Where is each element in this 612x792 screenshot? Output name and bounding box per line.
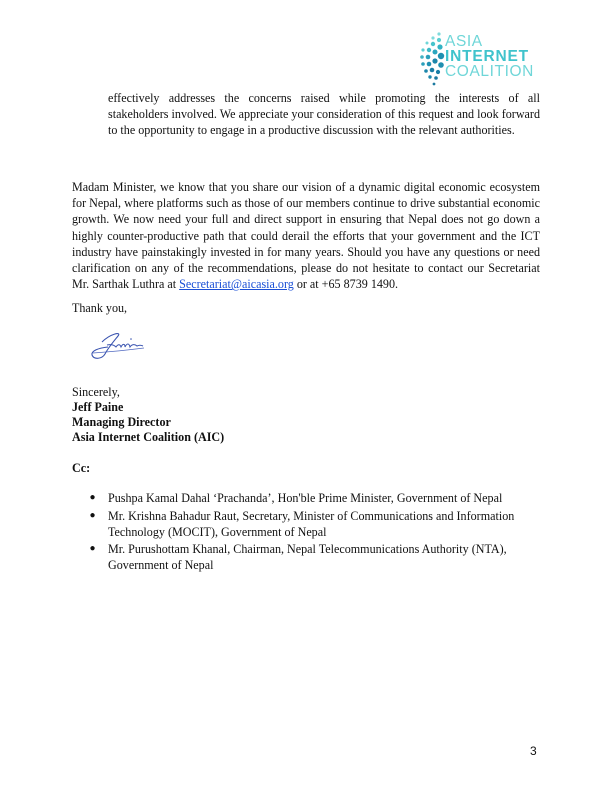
cc-recipient-text: Mr. Krishna Bahadur Raut, Secretary, Minister of Communications and Information Technology (MOCIT), Government of Nepal [108, 508, 515, 539]
appeal-text: Madam Minister, we know that you share our vision of a dynamic digital economic ecosystem for Nepal, where platforms such as those of our members continue to drive substantial economic growth. We now need your full and direct support in ensuring that Nepal does not go down a highly counter-productive path that could derail the efforts that your government and the ICT industry have painstakingly invested in for many years. Should you have any questions or need clarification on any of the recommendations, please do not hesitate to contact our Secretariat Mr. Sarthak Luthra at [72, 180, 540, 292]
cc-recipient-text: Pushpa Kamal Dahal ‘Prachanda’, Hon'ble Prime Minister, Government of Nepal [108, 491, 503, 505]
bullet-icon: ● [89, 543, 96, 554]
bullet-icon: ● [89, 492, 96, 503]
cc-recipient-item [90, 541, 530, 573]
closing-request-paragraph: effectively addresses the concerns raised while promoting the interests of all stakeholders involved. We appreciate your consideration of this request and look forward to the opportunity to engage in a productive discussion with the relevant authorities. [108, 91, 540, 138]
bullet-icon: ● [89, 509, 96, 521]
minister-appeal-paragraph [72, 179, 540, 292]
cc-recipient-item [90, 508, 530, 540]
signatory-title: Managing Director [72, 415, 171, 429]
phone-text: or at +65 8739 1490. [293, 277, 399, 292]
cc-recipient-item [90, 490, 530, 506]
thank-you-text: Thank you, [72, 301, 128, 315]
logo-line-coalition: COALITION [445, 63, 534, 80]
page-number: 3 [530, 744, 537, 758]
signatory-organization: Asia Internet Coalition (AIC) [72, 430, 225, 444]
logo-line-asia: ASIA [445, 33, 483, 50]
secretariat-email-link[interactable]: Secretariat@aicasia.org [179, 277, 294, 292]
dot-cluster-logo-icon [418, 30, 446, 88]
cc-recipient-text: Mr. Purushottam Khanal, Chairman, Nepal Telecommunications Authority (NTA), Government of Nepal [108, 542, 507, 572]
asia-internet-coalition-logo [418, 30, 543, 88]
sincerely-text: Sincerely, [72, 385, 120, 399]
handwritten-signature-icon [88, 328, 148, 362]
logo-line-internet: INTERNET [445, 48, 529, 65]
cc-recipient-list [90, 490, 530, 575]
cc-label: Cc: [72, 461, 91, 475]
signatory-name: Jeff Paine [72, 400, 124, 414]
logo-wordmark [445, 34, 534, 79]
